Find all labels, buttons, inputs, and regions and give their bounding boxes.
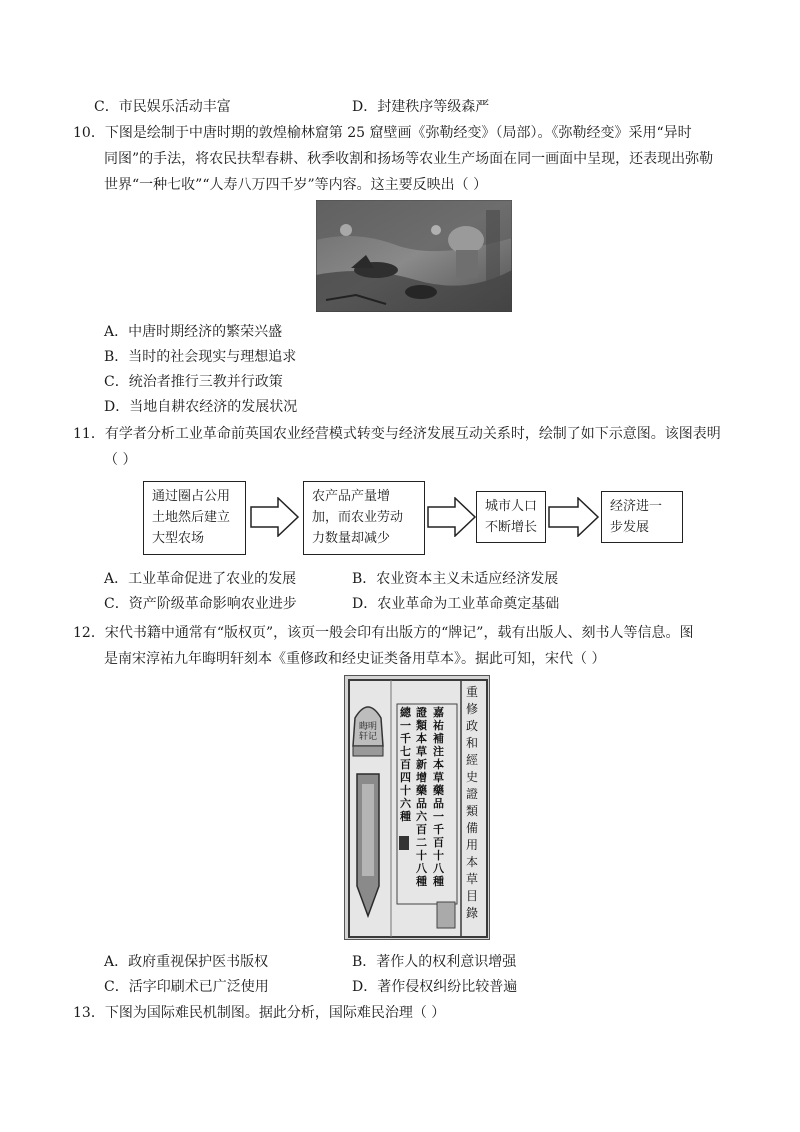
flow-box-1-line-2: 土地然后建立 xyxy=(152,510,231,525)
q11-option-c: C．资产阶级革命影响农业进步 xyxy=(104,596,297,612)
q10-stem-line-3: 世界“一种七收”“人寿八万四千岁”等内容。这主要反映出（ ） xyxy=(104,177,488,193)
q12-stem-line-2: 是南宋淳祐九年晦明轩刻本《重修政和经史证类备用草本》。据此可知，宋代（ ） xyxy=(104,651,606,667)
flow-box-1 xyxy=(143,481,246,555)
flow-box-1-line-1: 通过圈占公用 xyxy=(152,489,231,504)
q12-option-c: C．活字印刷术已广泛使用 xyxy=(104,979,269,995)
q10-option-b: B．当时的社会现实与理想追求 xyxy=(104,349,297,365)
q12-option-b: B．著作人的权利意识增强 xyxy=(352,954,517,970)
flow-box-2-line-1: 农产品产量增 xyxy=(312,489,391,504)
colophon-right-title: 重修政和經史證類備用本草目錄 xyxy=(466,685,479,920)
flow-box-2-line-2: 加，而农业劳动 xyxy=(312,510,404,525)
q10-stem-line-1: 10．下图是绘制于中唐时期的敦煌榆林窟第 25 窟壁画《弥勒经变》（局部）。《弥勒经变》采用“异时 xyxy=(73,125,692,141)
q11-option-d: D．农业革命为工业革命奠定基础 xyxy=(352,596,560,612)
q11-option-b: B．农业资本主义未适应经济发展 xyxy=(352,571,559,587)
flow-box-2 xyxy=(303,481,425,555)
q9-option-c: C．市民娱乐活动丰富 xyxy=(94,99,231,115)
q13-stem-line-1: 13．下图为国际难民机制图。据此分析，国际难民治理（ ） xyxy=(73,1005,446,1021)
flow-arrow-1 xyxy=(250,497,300,537)
flow-box-2-line-3: 力数量却减少 xyxy=(312,531,391,546)
q11-option-a: A．工业革命促进了农业的发展 xyxy=(104,571,297,587)
q10-option-c: C．统治者推行三教并行政策 xyxy=(104,374,283,390)
q12-stem-line-1: 12．宋代书籍中通常有“版权页”，该页一般会印有出版方的“牌记”，载有出版人、刻书人等信息。图 xyxy=(73,625,694,641)
colophon-column-1: 嘉祐補注本草藥品一千百十八種 xyxy=(433,706,444,888)
flow-box-3-line-2: 不断增长 xyxy=(485,520,538,535)
q11-stem-line-2: （ ） xyxy=(104,452,137,468)
flow-box-1-line-3: 大型农场 xyxy=(152,531,205,546)
colophon-column-2: 證類本草新增藥品六百二十八種 xyxy=(416,706,427,888)
flow-box-4 xyxy=(601,491,683,543)
q12-option-d: D．著作侵权纠纷比较普遍 xyxy=(352,979,518,995)
q10-option-d: D．当地自耕农经济的发展状况 xyxy=(104,399,298,415)
flow-box-4-line-1: 经济进一 xyxy=(610,499,663,514)
q10-option-a: A．中唐时期经济的繁荣兴盛 xyxy=(104,324,283,340)
mural-image xyxy=(316,200,512,312)
flow-box-3 xyxy=(476,491,546,543)
colophon-image xyxy=(344,675,490,940)
q11-stem-line-1: 11．有学者分析工业革命前英国农业经营模式转变与经济发展互动关系时，绘制了如下示意图。该图表明 xyxy=(73,426,721,442)
flow-arrow-3 xyxy=(548,497,600,537)
colophon-seal-text: 晦明 轩记 xyxy=(358,722,377,742)
q9-option-d: D．封建秩序等级森严 xyxy=(352,99,490,115)
flow-box-3-line-1: 城市人口 xyxy=(485,499,538,514)
flow-box-4-line-2: 步发展 xyxy=(610,520,650,535)
q12-option-a: A．政府重视保护医书版权 xyxy=(104,954,269,970)
flow-arrow-2 xyxy=(427,497,477,537)
q10-stem-line-2: 同图”的手法，将农民扶犁春耕、秋季收割和扬场等农业生产场面在同一画面中呈现，还表现出弥勒 xyxy=(104,151,714,167)
colophon-column-3: 總一千七百四十六種 xyxy=(400,706,411,823)
